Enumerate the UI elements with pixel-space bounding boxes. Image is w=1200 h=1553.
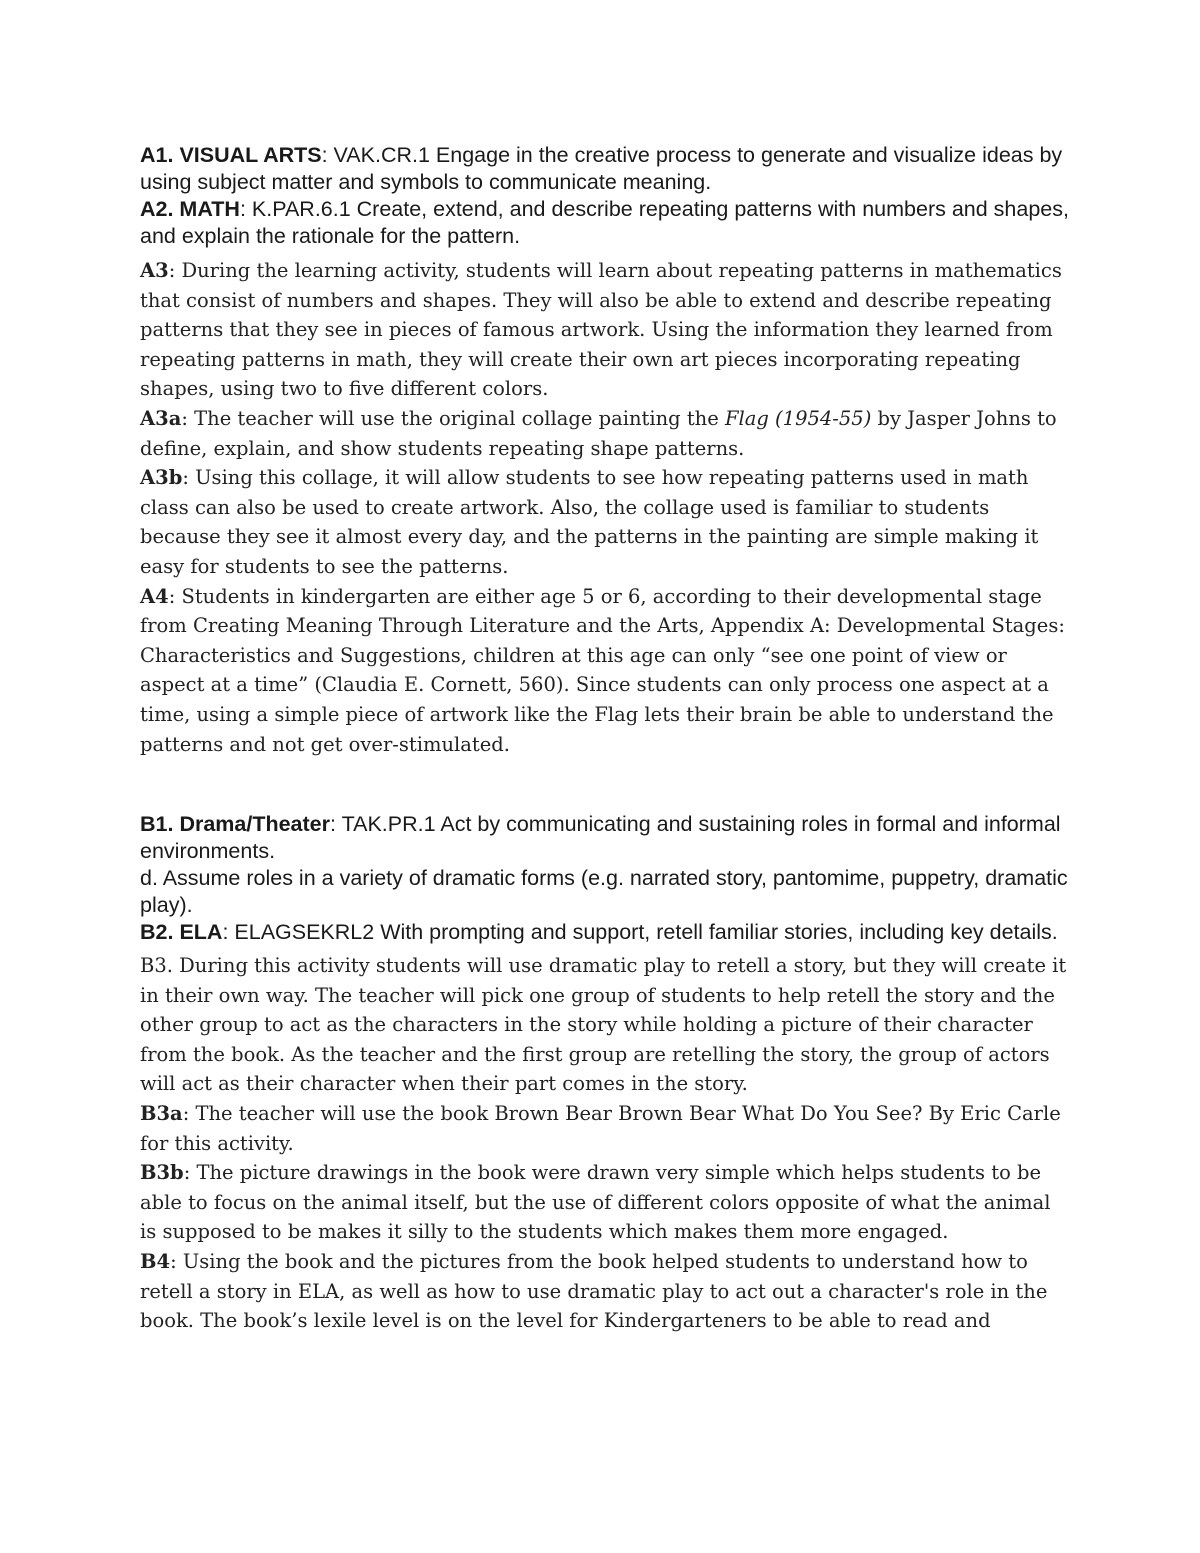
standard-b1: B1. Drama/Theater: TAK.PR.1 Act by communicating and sustaining roles in formal and informal environments.	[140, 812, 1061, 864]
standard-a2: A2. MATH: K.PAR.6.1 Create, extend, and describe repeating patterns with numbers and shapes, and explain the rationale for the pattern.	[140, 197, 1069, 248]
b3-label: B3	[140, 954, 167, 978]
paragraph-b3b: B3b: The picture drawings in the book were drawn very simple which helps students to be able to focus on the animal itself, but the use of different colors opposite of what the animal is supposed to be makes it silly to the students which makes them more engaged.	[140, 1161, 1051, 1244]
standard-a1: A1. VISUAL ARTS: VAK.CR.1 Engage in the creative process to generate and visualize ideas by using subject matter and symbols to communicate meaning.	[140, 143, 1063, 194]
artwork-title: Flag (1954-55)	[724, 406, 872, 430]
b4-label: B4	[140, 1250, 171, 1274]
b3b-label: B3b	[140, 1161, 184, 1185]
a3-label: A3	[140, 259, 169, 282]
paragraph-a3b: A3b: Using this collage, it will allow students to see how repeating patterns used in math class can also be used to create artwork. Also, the collage used is familiar to students because they see it almost every day, and the patterns in the painting are simple making it easy for students to see the patterns.	[140, 466, 1039, 578]
paragraph-a3: A3: During the learning activity, students will learn about repeating patterns in mathematics that consist of numbers and shapes. They will also be able to extend and describe repeating patterns that they see in pieces of famous artwork. Using the information they learned from repeating patterns in math, they will create their own art pieces incorporating repeating shapes, using two to five different colors.	[140, 259, 1062, 401]
b2-text: ELAGSEKRL2 With prompting and support, retell familiar stories, including key details.	[234, 920, 1058, 945]
paragraph-a3a: A3a: The teacher will use the original collage painting the Flag (1954-55) by Jasper Johns to define, explain, and show students repeating shape patterns.	[140, 406, 1057, 460]
a1-label: A1	[140, 143, 168, 167]
a1-text: VAK.CR.1 Engage in the creative process to generate and visualize ideas by using subject matter and symbols to communicate meaning.	[140, 143, 1063, 194]
paragraph-a4: A4: Students in kindergarten are either age 5 or 6, according to their developmental stage from Creating Meaning Through Literature and the Arts, Appendix A: Developmental Stages: Characteristics and Suggestions, children at this age can only “see one point of view or aspect at a time” (Claudia E. Cornett, 560). Since students can only process one aspect at a time, using a simple piece of artwork like the Flag lets their brain be able to understand the patterns and not get over-stimulated.	[140, 584, 1065, 756]
b1-text: TAK.PR.1 Act by communicating and sustaining roles in formal and informal environments.	[140, 812, 1061, 864]
b3a-text: The teacher will use the book Brown Bear Brown Bear What Do You See? By Eric Carle for this activity.	[140, 1102, 1061, 1155]
standard-b2: B2. ELA: ELAGSEKRL2 With prompting and support, retell familiar stories, including key details.	[140, 920, 1058, 945]
b4-text: Using the book and the pictures from the book helped students to understand how to retell a story in ELA, as well as how to use dramatic play to act out a character's role in the book. The book’s lexile level is on the level for Kindergarteners to be able to read and	[140, 1250, 1048, 1333]
a3b-text: Using this collage, it will allow students to see how repeating patterns used in math class can also be used to create artwork. Also, the collage used is familiar to students because they see it almost every day, and the patterns in the painting are simple making it easy for students to see the patterns.	[140, 466, 1039, 578]
a3b-label: A3b	[140, 466, 183, 490]
b2-subject: ELA	[179, 920, 223, 945]
a2-label: A2. MATH	[140, 197, 240, 221]
a2-text: K.PAR.6.1 Create, extend, and describe repeating patterns with numbers and shapes, and explain the rationale for the pattern.	[140, 197, 1069, 248]
b3a-label: B3a	[140, 1102, 183, 1126]
b2-label: B2	[140, 920, 168, 945]
b3-text: During this activity students will use dramatic play to retell a story, but they will create it in their own way. The teacher will pick one group of students to help retell the story and the other group to act as the characters in the story while holding a picture of their character from the book. As the teacher and the first group are retelling the story, the group of actors will act as their character when their part comes in the story.	[140, 954, 1067, 1096]
paragraph-b4: B4: Using the book and the pictures from the book helped students to understand how to retell a story in ELA, as well as how to use dramatic play to act out a character's role in the book. The book’s lexile level is on the level for Kindergarteners to be able to read and	[140, 1250, 1048, 1333]
a4-text: Students in kindergarten are either age 5 or 6, according to their developmental stage from Creating Meaning Through Literature and the Arts, Appendix A: Developmental Stages: Characteristics and Suggestions, children at this age can only “see one point of view or aspect at a time” (Claudia E. Cornett, 560). Since students can only process one aspect at a time, using a simple piece of artwork like the Flag lets their brain be able to understand the patterns and not get over-stimulated.	[140, 584, 1065, 756]
document-page	[140, 142, 1070, 1336]
b3b-text: The picture drawings in the book were drawn very simple which helps students to be able to focus on the animal itself, but the use of different colors opposite of what the animal is supposed to be makes it silly to the students which makes them more engaged.	[140, 1161, 1051, 1244]
standard-b1-d: d. Assume roles in a variety of dramatic forms (e.g. narrated story, pantomime, puppetry, dramatic play).	[140, 866, 1068, 918]
a1-subject: VISUAL ARTS	[179, 143, 322, 167]
a4-label: A4	[140, 584, 169, 608]
a3a-label: A3a	[140, 406, 182, 430]
b1-subject: Drama/Theater	[179, 812, 331, 837]
b1-label: B1	[140, 812, 168, 837]
paragraph-b3a: B3a: The teacher will use the book Brown Bear Brown Bear What Do You See? By Eric Carle for this activity.	[140, 1102, 1061, 1155]
paragraph-b3: B3. During this activity students will use dramatic play to retell a story, but they will create it in their own way. The teacher will pick one group of students to help retell the story and the other group to act as the characters in the story while holding a picture of their character from the book. As the teacher and the first group are retelling the story, the group of actors will act as their character when their part comes in the story.	[140, 954, 1067, 1096]
a3-text: During the learning activity, students will learn about repeating patterns in mathematics that consist of numbers and shapes. They will also be able to extend and describe repeating patterns that they see in pieces of famous artwork. Using the information they learned from repeating patterns in math, they will create their own art pieces incorporating repeating shapes, using two to five different colors.	[140, 259, 1062, 401]
